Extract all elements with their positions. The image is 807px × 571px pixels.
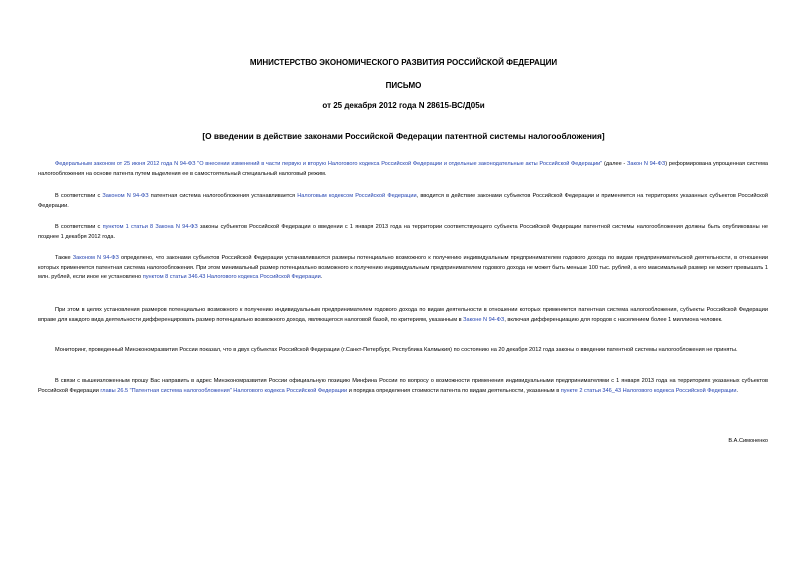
text: патентная система налогообложения устанавливается [148, 193, 298, 199]
text: В связи с вышеизложенным прошу Вас направить в адрес Минэкономразвития России официальную позицию Минфина России по вопросу о возможности применения индивидуальными предпринимателями с 1 января 2013 года на территориях указанных субъектов Российской Федерации [38, 378, 768, 394]
chapter-26-5-link[interactable]: главы 26.5 "Патентная система налогообложения" Налогового кодекса Российской Федерации [100, 387, 348, 394]
text: . [320, 274, 323, 281]
ministry-title: МИНИСТЕРСТВО ЭКОНОМИЧЕСКОГО РАЗВИТИЯ РОССИЙСКОЙ ФЕДЕРАЦИИ [249, 58, 558, 67]
paragraph-1 [38, 160, 768, 179]
text: (далее - [602, 161, 627, 167]
document-date-number: от 25 декабря 2012 года N 28615-ВС/Д05и [322, 101, 485, 110]
article-8-link[interactable]: пунктом 1 статьи 8 Закона N 94-ФЗ [102, 224, 198, 230]
text: При этом в целях установления размеров потенциально возможного к получению индивидуальным предпринимателем годового дохода по видам деятельности в отношении которых применяется патентная система налогообложения, субъекты Российской Федерации вправе для каждого вида деятельности дифференцировать размер потенциально возможного дохода, являющегося налоговой базой, по критериям, указанным в [38, 307, 768, 323]
article-346-43-link[interactable]: пункте 2 статьи 346_43 Налогового кодекса Российской Федерации [560, 387, 737, 394]
paragraph-2 [38, 192, 768, 211]
law-94fz-link[interactable]: Законом N 94-ФЗ [72, 255, 119, 261]
text: В соответствии с [55, 224, 103, 230]
article-346-43-link[interactable]: пунктом 8 статьи 346.43 Налогового кодекса Российской Федерации [142, 274, 321, 281]
text: Мониторинг, проведенный Минэкономразвития России показал, что в двух субъектах Российской Федерации (г.Санкт-Петербург, Республика Калмыкия) по состоянию на 20 декабря 2012 года законы о введении патентной системы налогообложения не приняты. [55, 347, 738, 353]
text: и порядка определения стоимости патента по видам деятельности, указанным в [347, 387, 561, 394]
law-94fz-link[interactable]: Федеральным законом от 25 июня 2012 года N 94-ФЗ "О внесении изменений в части первую и вторую Налогового кодекса Российской Федерации и отдельные законодательные акты Российской Федерации" [55, 161, 603, 167]
paragraph-7 [38, 377, 768, 396]
text: ) реформирована упрощенная система налогообложения на основе патента путем выделения ее в самостоятельный специальный налоговый режим. [38, 161, 768, 177]
paragraph-6 [38, 346, 768, 356]
law-94fz-link[interactable]: Законом N 94-ФЗ [102, 193, 149, 199]
text: законы субъектов Российской Федерации о введении с 1 января 2013 года на территории соответствующего субъекта Российской Федерации патентной системы налогообложения должны быть опубликованы не позднее 1 декабря 2012 года. [38, 224, 768, 240]
paragraph-5 [38, 306, 768, 325]
paragraph-3 [38, 223, 768, 242]
document-title: [О введении в действие законами Российской Федерации патентной системы налогообложения] [202, 131, 605, 141]
text: , вводится в действие законами субъектов Российской Федерации и применяется на территориях указанных субъектов Российской Федерации. [38, 193, 769, 209]
text: , включая дифференциацию для городов с населением более 1 миллиона человек. [504, 316, 723, 323]
paragraph-4 [38, 254, 768, 283]
text: . [736, 387, 739, 394]
law-94fz-short-link[interactable]: Закон N 94-ФЗ [626, 161, 666, 167]
text: В соответствии с [55, 193, 103, 199]
text: Также [55, 255, 73, 261]
text: определено, что законами субъектов Российской Федерации устанавливаются размеры потенциально возможного к получению индивидуальным предпринимателем годового дохода по видам предпринимательской деятельности, в отношении которых применяется патентная система налогообложения. При этом минимальный размер потенциально возможного к получению индивидуальным предпринимателем годового дохода не может быть меньше 100 тыс. рублей, а его максимальный размер не может превышать 1 млн. рублей, если иное не установлено [38, 255, 768, 281]
law-94fz-link[interactable]: Законе N 94-ФЗ [463, 316, 505, 323]
signature: В.А.Симоненко [728, 438, 768, 444]
tax-code-link[interactable]: Налоговым кодексом Российской Федерации [297, 193, 417, 199]
document-type: ПИСЬМО [385, 81, 422, 90]
